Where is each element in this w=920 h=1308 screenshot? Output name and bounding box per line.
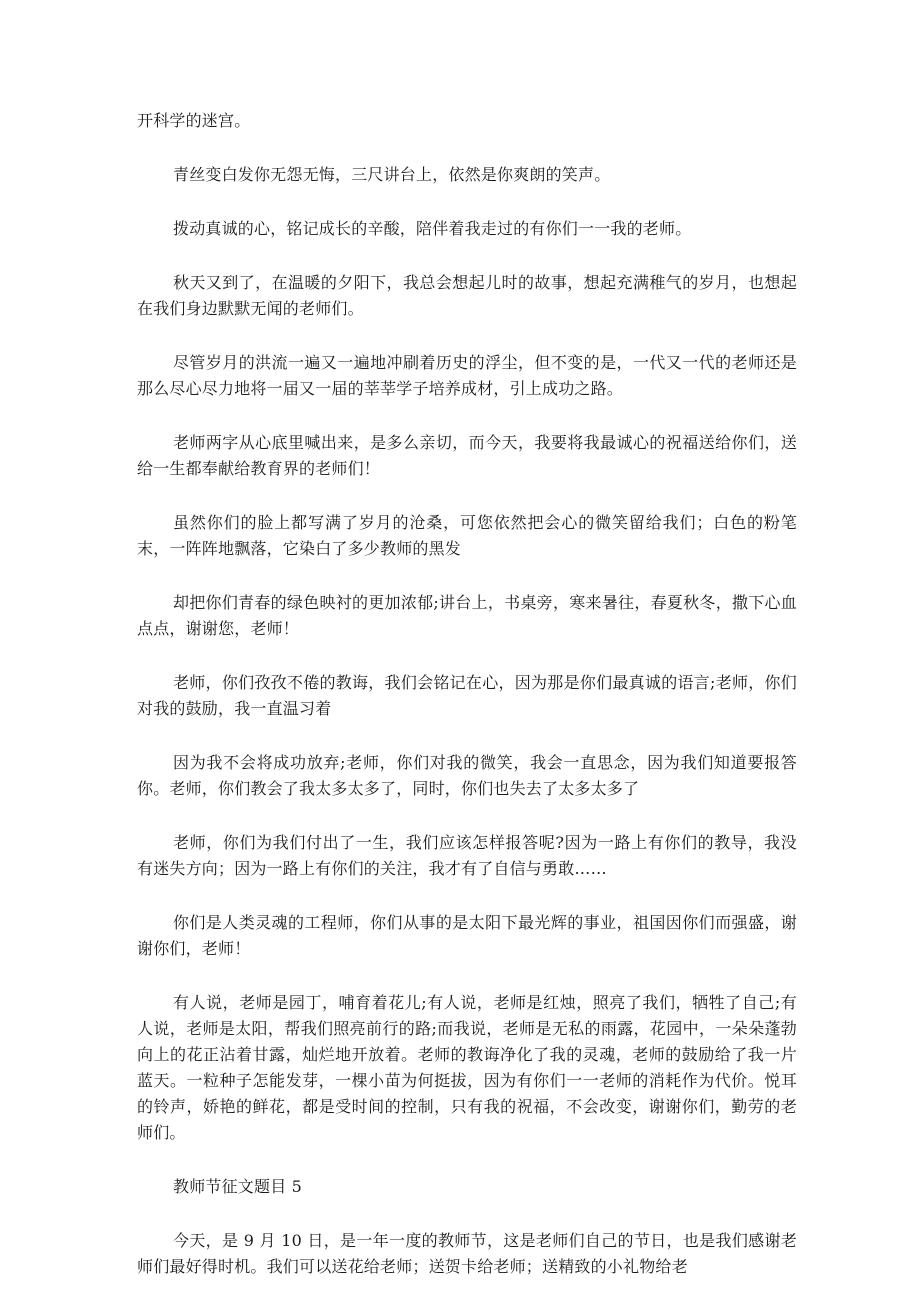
paragraph: 老师，你们为我们付出了一生，我们应该怎样报答呢?因为一路上有你们的教导，我没有迷失方向；因为一路上有你们的关注，我才有了自信与勇敢…… bbox=[137, 833, 797, 878]
paragraph: 因为我不会将成功放弃;老师，你们对我的微笑，我会一直思念，因为我们知道要报答你。老师，你们教会了我太多太多了，同时，你们也失去了太多太多了 bbox=[137, 753, 797, 798]
paragraph: 青丝变白发你无怨无悔，三尺讲台上，依然是你爽朗的笑声。 bbox=[173, 165, 611, 184]
paragraph: 却把你们青春的绿色映衬的更加浓郁;讲台上，书桌旁，寒来暑往，春夏秋冬，撒下心血点点，谢谢您，老师！ bbox=[137, 593, 797, 638]
paragraph: 你们是人类灵魂的工程师，你们从事的是太阳下最光辉的事业，祖国因你们而强盛，谢谢你们，老师！ bbox=[137, 913, 797, 958]
paragraph: 拨动真诚的心，铭记成长的辛酸，陪伴着我走过的有你们一一我的老师。 bbox=[173, 219, 692, 238]
paragraph: 开科学的迷宫。 bbox=[137, 111, 251, 130]
section-heading: 教师节征文题目 5 bbox=[173, 1177, 303, 1196]
paragraph: 有人说，老师是园丁，哺育着花儿;有人说，老师是红烛，照亮了我们，牺牲了自己;有人说，老师是太阳，帮我们照亮前行的路;而我说，老师是无私的雨露，花园中，一朵朵蓬勃向上的花正沾着甘露，灿烂地开放着。老师的教诲净化了我的灵魂，老师的鼓励给了我一片蓝天。一粒种子怎能发芽，一棵小苗为何挺拔，因为有你们一一老师的消耗作为代价。悦耳的铃声，娇艳的鲜花，都是受时间的控制，只有我的祝福，不会改变，谢谢你们，勤劳的老师们。 bbox=[137, 993, 797, 1142]
paragraph: 尽管岁月的洪流一遍又一遍地冲刷着历史的浮尘，但不变的是，一代又一代的老师还是那么尽心尽力地将一届又一届的莘莘学子培养成材，引上成功之路。 bbox=[137, 353, 797, 398]
paragraph: 今天，是 9 月 10 日，是一年一度的教师节，这是老师们自己的节日，也是我们感谢老师们最好得时机。我们可以送花给老师；送贺卡给老师；送精致的小礼物给老 bbox=[137, 1231, 797, 1276]
paragraph: 老师，你们孜孜不倦的教诲，我们会铭记在心，因为那是你们最真诚的语言;老师，你们对我的鼓励，我一直温习着 bbox=[137, 673, 797, 718]
document-body bbox=[137, 108, 797, 1308]
paragraph: 秋天又到了，在温暖的夕阳下，我总会想起儿时的故事，想起充满稚气的岁月，也想起在我们身边默默无闻的老师们。 bbox=[137, 273, 797, 318]
paragraph: 老师两字从心底里喊出来，是多么亲切，而今天，我要将我最诚心的祝福送给你们，送给一生都奉献给教育界的老师们！ bbox=[137, 433, 797, 478]
paragraph: 虽然你们的脸上都写满了岁月的沧桑，可您依然把会心的微笑留给我们；白色的粉笔末，一阵阵地飘落，它染白了多少教师的黑发 bbox=[137, 513, 797, 558]
